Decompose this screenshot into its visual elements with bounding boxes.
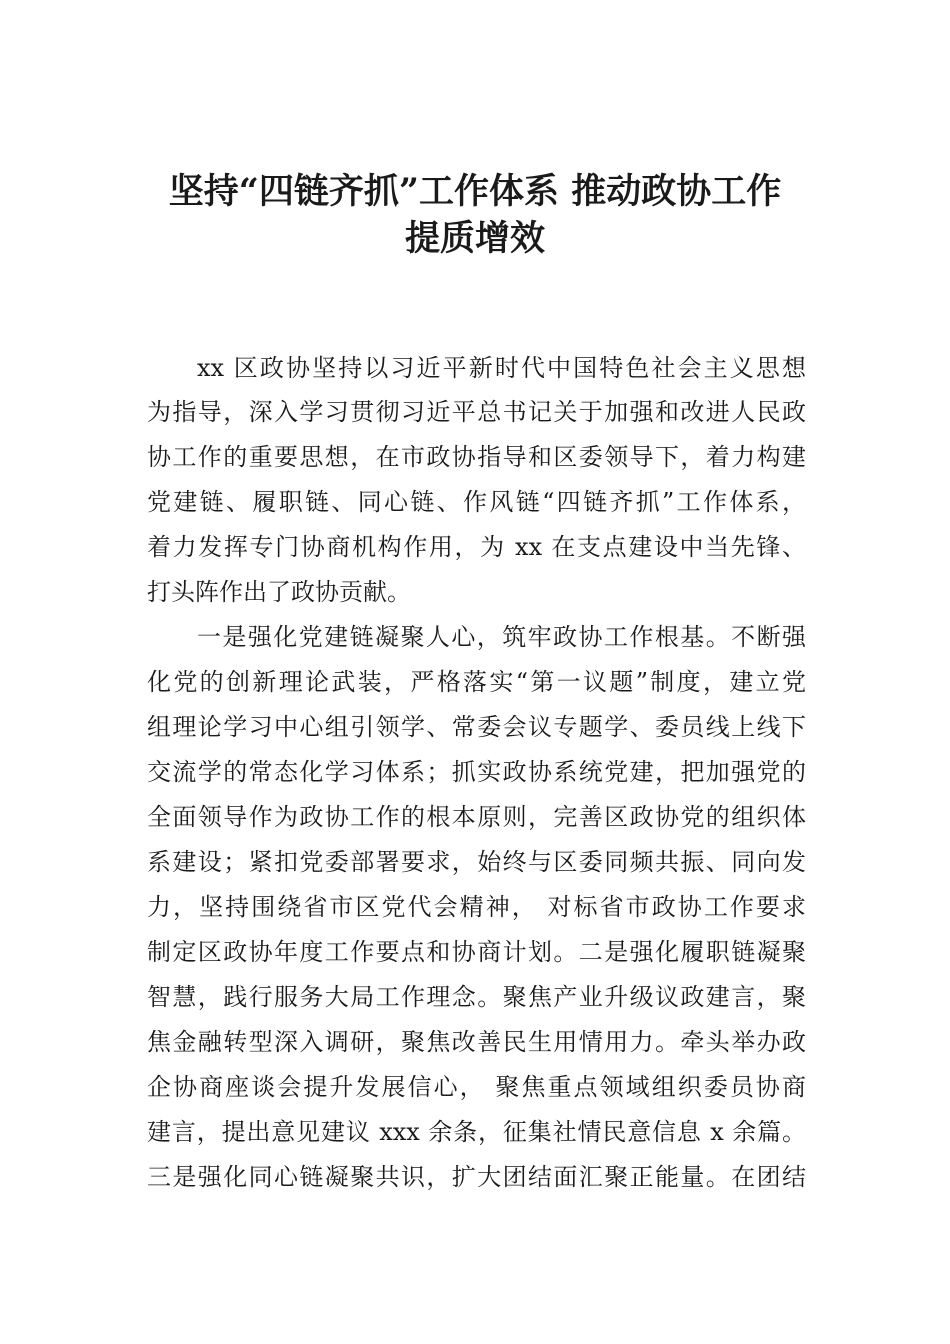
body-line: 打头阵作出了政协贡献。: [147, 578, 411, 606]
body-line: 为指导，深入学习贯彻习近平总书记关于加强和改进人民政: [147, 398, 806, 426]
body-line: 着力发挥专门协商机构作用，为 xx 在支点建设中当先锋、: [147, 533, 806, 561]
document-title-line-1: 坚持“四链齐抓”工作体系 推动政协工作: [168, 171, 782, 212]
body-line: 系建设；紧扣党委部署要求，始终与区委同频共振、同向发: [147, 848, 806, 876]
body-line: 协工作的重要思想，在市政协指导和区委领导下，着力构建: [147, 443, 806, 471]
body-line: 全面领导作为政协工作的根本原则，完善区政协党的组织体: [147, 803, 806, 831]
body-line: xx 区政协坚持以习近平新时代中国特色社会主义思想: [197, 354, 806, 382]
body-line: 焦金融转型深入调研，聚焦改善民生用情用力。牵头举办政: [147, 1028, 806, 1056]
body-line: 党建链、履职链、同心链、作风链“四链齐抓”工作体系，: [147, 488, 806, 516]
body-line: 一是强化党建链凝聚人心，筑牢政协工作根基。不断强: [197, 623, 806, 651]
document-title-line-2: 提质增效: [404, 218, 545, 259]
body-line: 建言，提出意见建议 xxx 余条，征集社情民意信息 x 余篇。: [147, 1118, 806, 1146]
body-line: 企协商座谈会提升发展信心， 聚焦重点领域组织委员协商: [147, 1073, 806, 1101]
body-line: 智慧，践行服务大局工作理念。聚焦产业升级议政建言，聚: [147, 983, 806, 1011]
body-line: 制定区政协年度工作要点和协商计划。二是强化履职链凝聚: [147, 938, 806, 966]
body-line: 组理论学习中心组引领学、常委会议专题学、委员线上线下: [147, 713, 806, 741]
body-line: 化党的创新理论武装，严格落实“第一议题”制度，建立党: [147, 668, 806, 696]
body-line: 交流学的常态化学习体系；抓实政协系统党建，把加强党的: [147, 758, 806, 786]
body-line: 力，坚持围绕省市区党代会精神， 对标省市政协工作要求: [147, 893, 806, 921]
body-line: 三是强化同心链凝聚共识，扩大团结面汇聚正能量。在团结: [147, 1163, 806, 1191]
